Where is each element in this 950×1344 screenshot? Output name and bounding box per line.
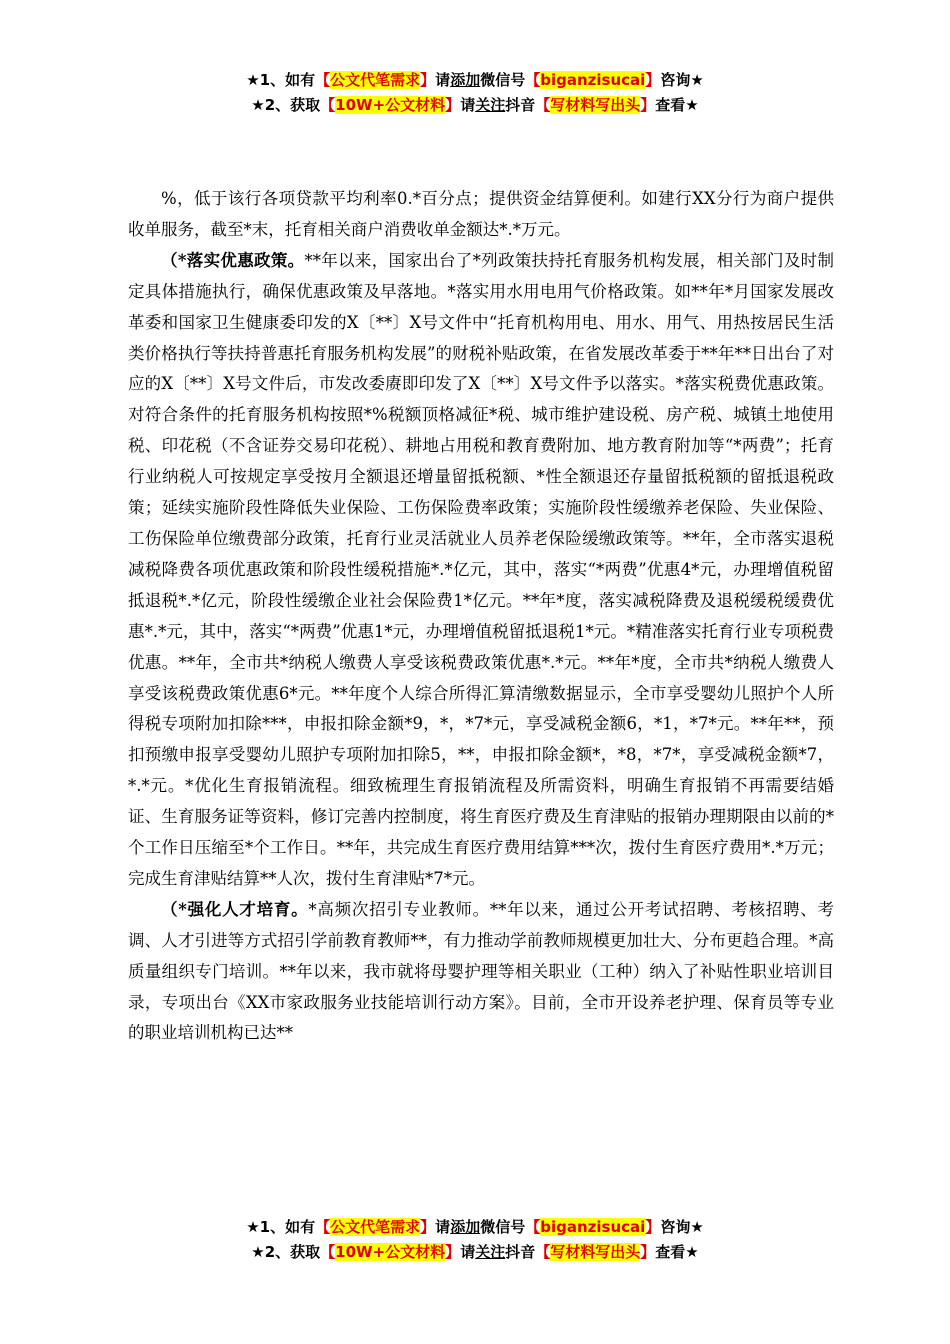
banner-underlined: 关注: [475, 1243, 506, 1261]
header-banner: [0, 68, 950, 118]
banner-underlined: 添加: [450, 71, 481, 89]
banner-text: 请: [435, 1218, 451, 1236]
bracket: 【: [315, 71, 331, 89]
banner-text: 请: [435, 71, 451, 89]
document-body: [128, 184, 834, 1049]
banner-text: 微信号: [480, 1218, 526, 1236]
banner-text: ★2、获取: [251, 1243, 321, 1261]
paragraph-1: [128, 184, 834, 246]
bracket: 【: [525, 71, 541, 89]
highlight-douyin-account: 写材料写出头: [550, 1243, 641, 1261]
banner-text: 请: [460, 1243, 476, 1261]
banner-text: 请: [460, 96, 476, 114]
banner-line-2: [0, 93, 950, 118]
bracket: 】: [420, 71, 436, 89]
highlight-wechat-id: biganzisucai: [540, 1218, 646, 1236]
bracket: 】: [645, 71, 661, 89]
banner-line-1: [0, 1215, 950, 1240]
footer-banner: [0, 1215, 950, 1265]
paragraph-talent-cultivation: [128, 895, 834, 1050]
highlight-materials: 10W+公文材料: [335, 1243, 446, 1261]
highlight-materials: 10W+公文材料: [335, 96, 446, 114]
bracket: 】: [445, 96, 461, 114]
highlight-douyin-account: 写材料写出头: [550, 96, 641, 114]
bracket: 】: [645, 1218, 661, 1236]
bracket: 【: [535, 96, 551, 114]
banner-text: ★2、获取: [251, 96, 321, 114]
banner-underlined: 关注: [475, 96, 506, 114]
highlight-wechat-id: biganzisucai: [540, 71, 646, 89]
bracket: 【: [315, 1218, 331, 1236]
banner-text: 咨询★: [660, 71, 704, 89]
banner-text: 抖音: [505, 96, 536, 114]
banner-text: ★1、如有: [246, 1218, 316, 1236]
bracket: 】: [445, 1243, 461, 1261]
paragraph-text: %，低于该行各项贷款平均利率0.*百分点；提供资金结算便利。如建行XX分行为商户提供收单服务，截至*末，托育相关商户消费收单金额达*.*万元。: [128, 189, 834, 239]
bracket: 【: [535, 1243, 551, 1261]
paragraph-text: *高频次招引专业教师。**年以来，通过公开考试招聘、考核招聘、考调、人才引进等方式招引学前教育教师**，有力推动学前教师规模更加壮大、分布更趋合理。*高质量组织专门培训。**年以来，我市就将母婴护理等相关职业（工种）纳入了补贴性职业培训目录，专项出台《XX市家政服务业技能培训行动方案》。目前，全市开设养老护理、保育员等专业的职业培训机构已达**: [128, 899, 835, 1043]
bracket: 】: [640, 96, 656, 114]
bracket: 【: [320, 1243, 336, 1261]
banner-text: 微信号: [480, 71, 526, 89]
banner-text: 抖音: [505, 1243, 536, 1261]
paragraph-text: **年以来，国家出台了*列政策扶持托育服务机构发展，相关部门及时制定具体措施执行，确保优惠政策及早落地。*落实用水用电用气价格政策。如**年*月国家发展改革委和国家卫生健康委印发的X〔**〕X号文件中“托育机构用电、用水、用气、用热按居民生活类价格执行等扶持普惠托育服务机构发展”的财税补贴政策，在省发展改革委于**年**日出台了对应的X〔**〕X号文件后，市发改委赓即印发了X〔**〕X号文件予以落实。*落实税费优惠政策。对符合条件的托育服务机构按照*%税额顶格减征*税、城市维护建设税、房产税、城镇土地使用税、印花税（不含证券交易印花税）、耕地占用税和教育费附加、地方教育附加等“*两费”；托育行业纳税人可按规定享受按月全额退还增量留抵税额、*性全额退还存量留抵税额的留抵退税政策；延续实施阶段性降低失业保险、工伤保险费率政策；实施阶段性缓缴养老保险、失业保险、工伤保险单位缴费部分政策，托育行业灵活就业人员养老保险缓缴政策等。**年，全市落实退税减税降费各项优惠政策和阶段性缓税措施*.*亿元，其中，落实“*两费”优惠4*元，办理增值税留抵退税*.*亿元，阶段性缓缴企业社会保险费1*亿元。**年*度，落实减税降费及退税缓税缓费优惠*.*元，其中，落实“*两费”优惠1*元，办理增值税留抵退税1*元。*精准落实托育行业专项税费优惠。**年，全市共*纳税人缴费人享受该税费政策优惠*.*元。**年*度，全市共*纳税人缴费人享受该税费政策优惠6*元。**年度个人综合所得汇算清缴数据显示，全市享受婴幼儿照护个人所得税专项附加扣除***，申报扣除金额*9，*，*7*元，享受减税金额6，*1，*7*元。**年**，预扣预缴申报享受婴幼儿照护专项附加扣除5，**，申报扣除金额*，*8，*7*，享受减税金额*7，*.*元。*优化生育报销流程。细致梳理生育报销流程及所需资料，明确生育报销不再需要结婚证、生育服务证等资料，修订完善内控制度，将生育医疗费及生育津贴的报销办理期限由以前的*个工作日压缩至*个工作日。**年，共完成生育医疗费用结算***次，拨付生育医疗费用*.*万元；完成生育津贴结算**人次，拨付生育津贴*7*元。: [128, 250, 834, 888]
section-heading: （*落实优惠政策。: [161, 250, 305, 270]
section-heading: （*强化人才培育。: [161, 899, 309, 919]
banner-line-2: [0, 1240, 950, 1265]
bracket: 【: [320, 96, 336, 114]
highlight-service: 公文代笔需求: [330, 1218, 421, 1236]
banner-text: 查看★: [655, 1243, 699, 1261]
highlight-service: 公文代笔需求: [330, 71, 421, 89]
paragraph-preferential-policies: [128, 246, 834, 895]
bracket: 】: [640, 1243, 656, 1261]
banner-text: ★1、如有: [246, 71, 316, 89]
banner-line-1: [0, 68, 950, 93]
banner-underlined: 添加: [450, 1218, 481, 1236]
banner-text: 咨询★: [660, 1218, 704, 1236]
banner-text: 查看★: [655, 96, 699, 114]
bracket: 【: [525, 1218, 541, 1236]
bracket: 】: [420, 1218, 436, 1236]
